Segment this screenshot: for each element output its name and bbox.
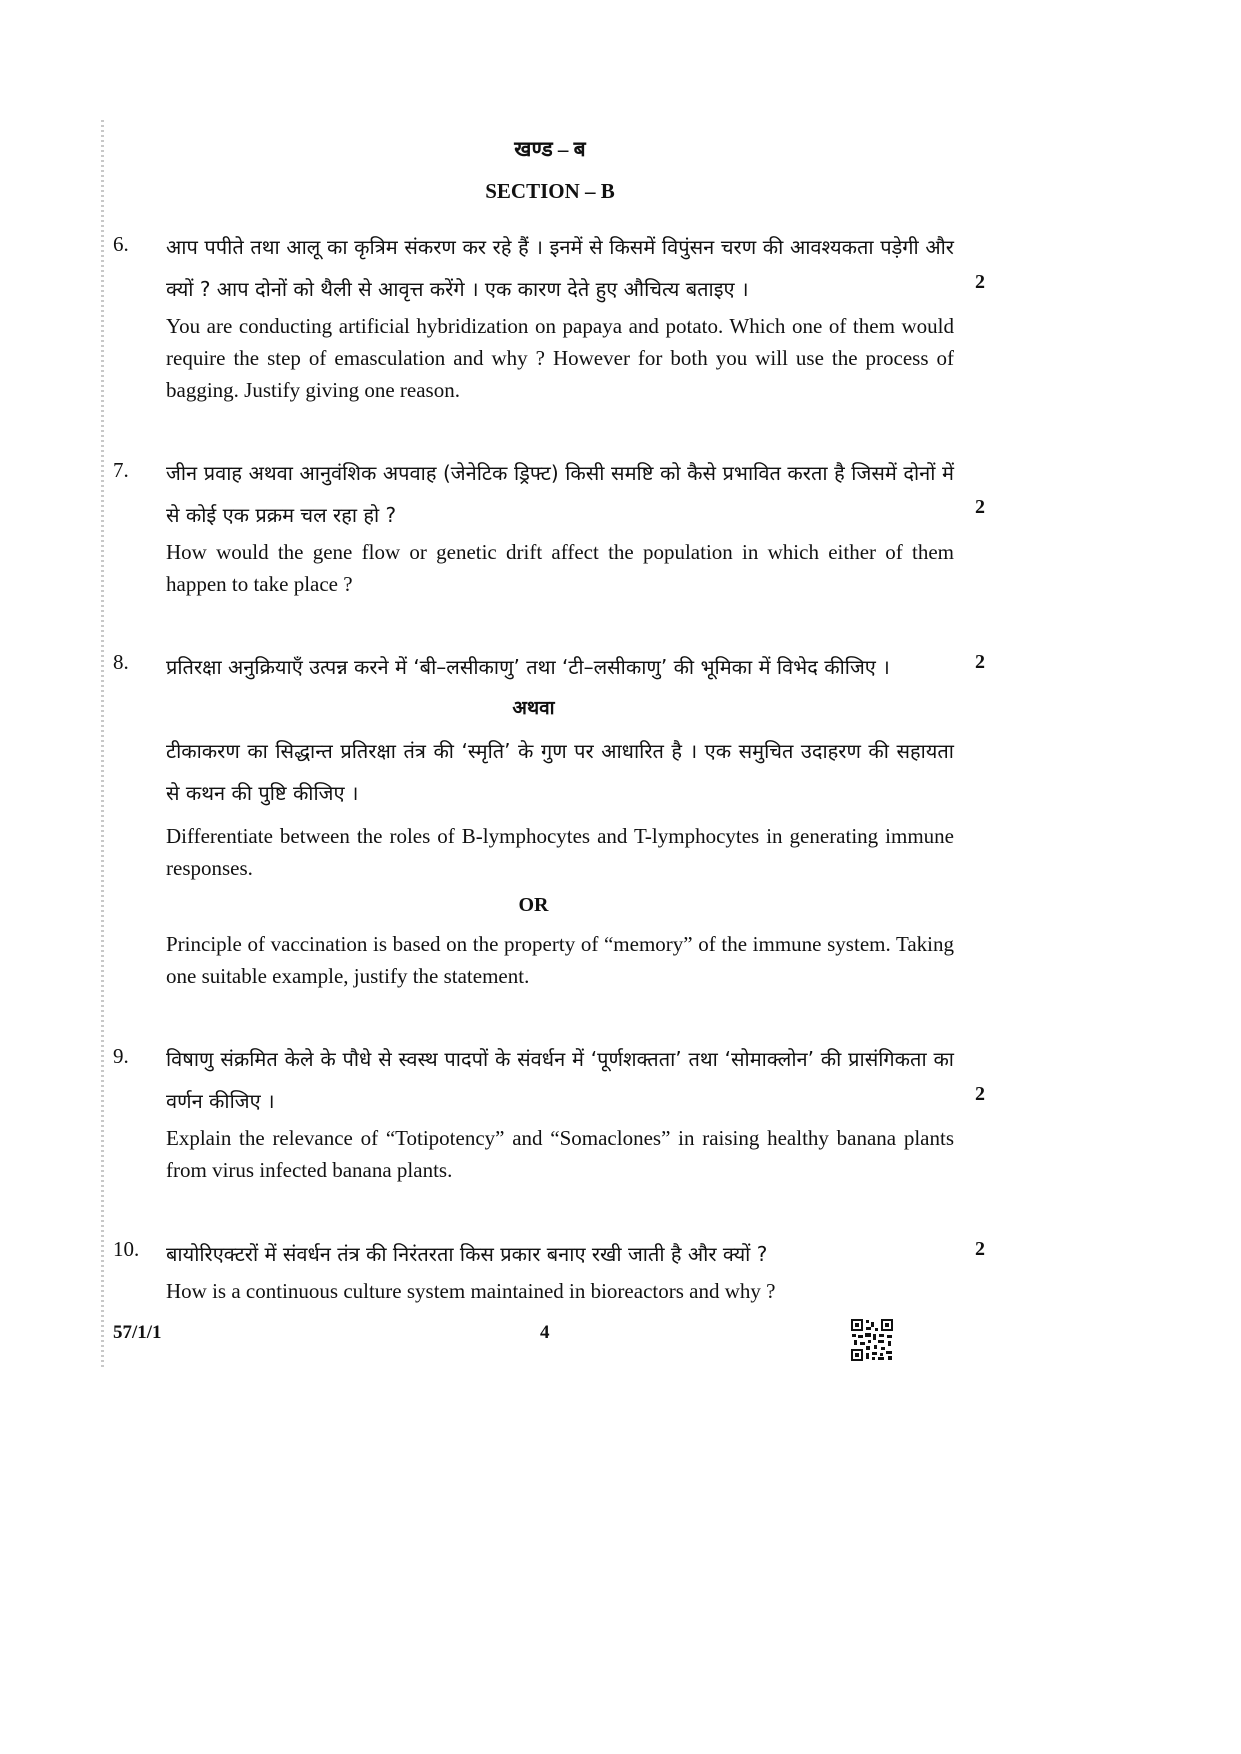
question-hindi-text: विषाणु संक्रमित केले के पौधे से स्वस्थ पादपों के संवर्धन में ‘पूर्णशक्तता’ तथा ‘सोमाक्लोन’ की प्रासंगिकता का वर्णन कीजिए । <box>166 1047 954 1113</box>
question-number: 9. <box>113 1044 129 1068</box>
question-english-text: You are conducting artificial hybridization on papaya and potato. Which one of them would require the step of emasculation and why ? However for both you will use the process of bagging. Justify giving one reason. <box>166 314 954 402</box>
paper-code: 57/1/1 <box>113 1322 162 1343</box>
question-marks: 2 <box>975 1083 985 1105</box>
or-label-english: OR <box>518 894 549 916</box>
question-english-text: Differentiate between the roles of B-lymphocytes and T-lymphocytes in generating immune responses. <box>166 824 954 880</box>
question-number: 7. <box>113 458 129 482</box>
question-marks: 2 <box>975 496 985 518</box>
alternative-english-text: Principle of vaccination is based on the property of “memory” of the immune system. Taking one suitable example, justify the statement. <box>166 932 954 988</box>
qr-code-icon <box>850 1318 894 1362</box>
question-number: 6. <box>113 232 129 256</box>
or-label-hindi: अथवा <box>512 697 555 719</box>
section-heading-english: SECTION – B <box>485 179 615 203</box>
question-marks: 2 <box>975 1238 985 1260</box>
question-number: 8. <box>113 650 129 674</box>
margin-barcode-strip <box>101 120 104 1370</box>
question-hindi-text: आप पपीते तथा आलू का कृत्रिम संकरण कर रहे हैं । इनमें से किसमें विपुंसन चरण की आवश्यकता पड़ेगी और क्यों ? आप दोनों को थैली से आवृत्त करेंगे । एक कारण देते हुए औचित्य बताइए । <box>166 235 954 301</box>
question-marks: 2 <box>975 271 985 293</box>
question-english-text: How would the gene flow or genetic drift affect the population in which either of them happen to take place ? <box>166 540 954 596</box>
question-hindi-text: जीन प्रवाह अथवा आनुवंशिक अपवाह (जेनेटिक ड्रिफ्ट) किसी समष्टि को कैसे प्रभावित करता है जिसमें दोनों में से कोई एक प्रक्रम चल रहा हो ? <box>166 461 954 527</box>
question-english-text: Explain the relevance of “Totipotency” and “Somaclones” in raising healthy banana plants from virus infected banana plants. <box>166 1126 954 1182</box>
question-english-text: How is a continuous culture system maintained in bioreactors and why ? <box>166 1279 776 1303</box>
alternative-hindi-text: टीकाकरण का सिद्धान्त प्रतिरक्षा तंत्र की ‘स्मृति’ के गुण पर आधारित है । एक समुचित उदाहरण की सहायता से कथन की पुष्टि कीजिए । <box>166 739 954 805</box>
question-marks: 2 <box>975 651 985 673</box>
question-hindi-text: बायोरिएक्टरों में संवर्धन तंत्र की निरंतरता किस प्रकार बनाए रखी जाती है और क्यों ? <box>166 1242 768 1266</box>
question-number: 10. <box>113 1237 140 1261</box>
section-heading-hindi: खण्ड – ब <box>514 137 586 161</box>
question-hindi-text: प्रतिरक्षा अनुक्रियाएँ उत्पन्न करने में ‘बी–लसीकाणु’ तथा ‘टी–लसीकाणु’ की भूमिका में विभेद कीजिए । <box>166 655 890 679</box>
page-number: 4 <box>540 1322 550 1343</box>
